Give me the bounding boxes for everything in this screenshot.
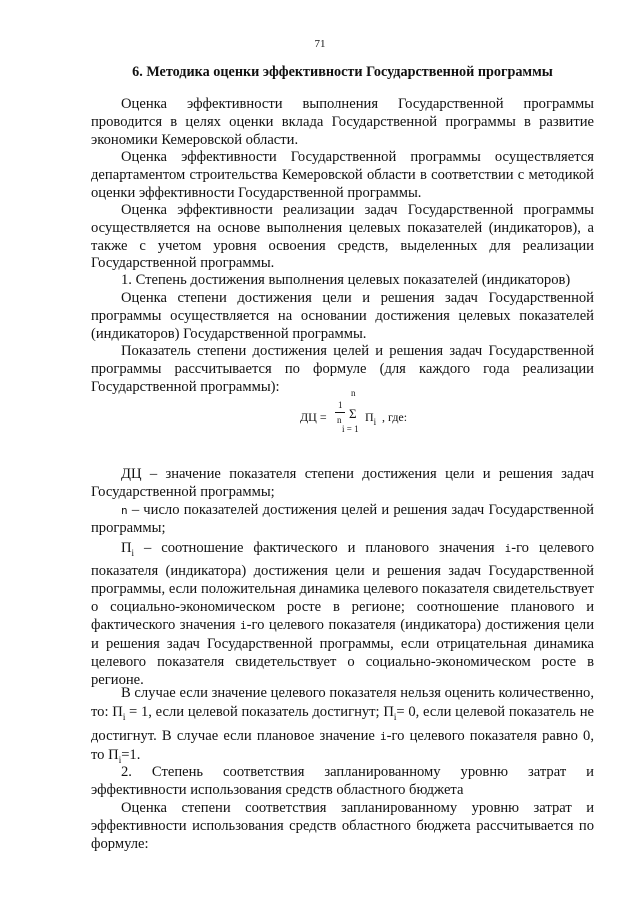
- page-number: 71: [314, 38, 326, 50]
- formula-denominator: n: [337, 415, 342, 425]
- sigma-symbol: Σ: [349, 406, 357, 421]
- paragraph-goal-assessment: Оценка степени достижения цели и решения задач Государственной программы осуществляется на основании достижения целевых показателей (индикаторов) Государственной программы.: [91, 290, 594, 342]
- paragraph-tasks: Оценка эффективности реализации задач Государственной программы осуществляется на основе выполнения целевых показателей (индикаторов), а также с учетом уровня освоения средств, выделенных для реализации Государственной программы.: [91, 202, 594, 272]
- paragraph-responsible: Оценка эффективности Государственной программы осуществляется департаментом строительства Кемеровской области в соответствии с методикой оценки эффективности Государственной программы.: [91, 149, 594, 201]
- paragraph-purpose: Оценка эффективности выполнения Государственной программы проводится в целях оценки вклада Государственной программы в развитие экономики Кемеровской области.: [91, 96, 594, 148]
- fraction-bar: [335, 412, 345, 413]
- formula-numerator: 1: [338, 400, 343, 410]
- subheading-1: 1. Степень достижения выполнения целевых показателей (индикаторов): [121, 272, 571, 288]
- sum-lower-limit: i = 1: [342, 424, 359, 434]
- section-heading: 6. Методика оценки эффективности Государственной программы: [132, 64, 553, 80]
- sum-upper-limit: n: [351, 388, 356, 398]
- paragraph-qualitative: В случае если значение целевого показателя нельзя оценить количественно, то: $П_i = 1$, если целевой показатель достигнут; $П_i= 0$, если целевой показатель не достигнут. В случае если плановое значение i-го целевого показателя равно 0, то $П_i=1$.: [91, 685, 595, 765]
- definition-n: n – число показателей достижения целей и решения задач Государственной программы;: [91, 502, 594, 536]
- subheading-2: 2. Степень соответствия запланированному уровню затрат и эффективности использования средств областного бюджета: [91, 764, 594, 798]
- paragraph-indicator: Показатель степени достижения целей и решения задач Государственной программы рассчитывается по формуле (для каждого года реализации Государственной программы):: [91, 343, 594, 395]
- definition-dc: ДЦ – значение показателя степени достижения цели и решения задач Государственной программы;: [91, 466, 594, 500]
- formula-dc: [300, 388, 460, 448]
- definition-pi: $П_i$ – соотношение фактического и планового значения i-го целевого показателя (индикатора) достижения цели и решения задач Государственной программы, если положительная динамика целевого показателя свидетельствует о социально-экономическом росте в регионе; соотношение планового и фактического значения i-го целевого показателя (индикатора) достижения цели и решения задач Государственной программы, если отрицательная динамика целевого показателя свидетельствует о социально-экономическом росте в регионе.: [91, 540, 594, 688]
- paragraph-budget-formula: Оценка степени соответствия запланированному уровню затрат и эффективности использования средств областного бюджета рассчитывается по формуле:: [91, 800, 594, 852]
- formula-lhs: ДЦ =: [300, 410, 327, 424]
- formula-term: $П_i$: [365, 410, 377, 427]
- formula-tail: , где:: [382, 410, 408, 424]
